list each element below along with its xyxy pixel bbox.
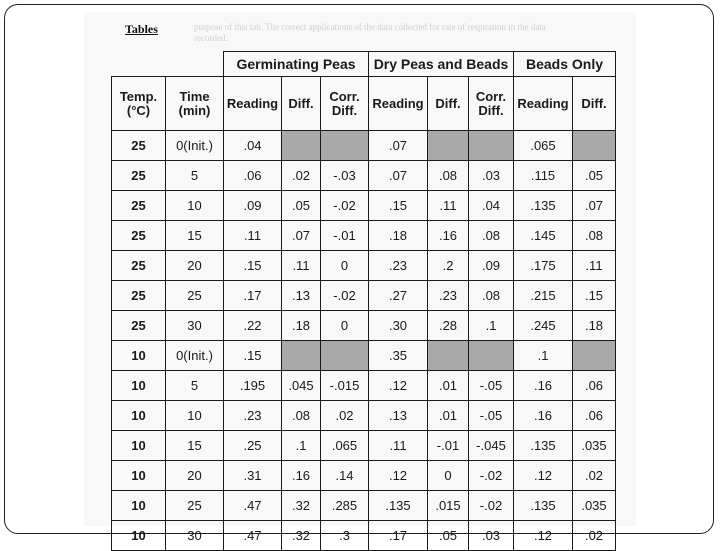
gp-reading-cell: .47 — [224, 521, 282, 551]
dp-diff-cell: .2 — [428, 251, 469, 281]
dp-reading-cell: .07 — [369, 161, 428, 191]
gp-reading-cell: .11 — [224, 221, 282, 251]
table-row — [112, 401, 616, 431]
time-cell: 15 — [166, 221, 224, 251]
gp-reading-cell: .47 — [224, 491, 282, 521]
temp-cell: 10 — [112, 401, 166, 431]
dp-diff-cell: .23 — [428, 281, 469, 311]
table-row — [112, 431, 616, 461]
dp-reading-cell: .07 — [369, 131, 428, 161]
gp-diff-cell: .16 — [282, 461, 321, 491]
group-header-row — [112, 52, 616, 77]
dp-corr-diff-cell — [469, 341, 514, 371]
temp-cell: 25 — [112, 161, 166, 191]
dp-corr-diff-cell: .09 — [469, 251, 514, 281]
table-row — [112, 311, 616, 341]
time-cell: 30 — [166, 521, 224, 551]
bo-diff-cell: .15 — [573, 281, 616, 311]
gp-diff-cell: .13 — [282, 281, 321, 311]
gp-diff-cell: .08 — [282, 401, 321, 431]
table-row — [112, 191, 616, 221]
dp-diff-cell: .16 — [428, 221, 469, 251]
temp-cell: 25 — [112, 191, 166, 221]
temp-cell: 25 — [112, 281, 166, 311]
dp-reading-cell: .12 — [369, 461, 428, 491]
group-dry-peas-and-beads: Dry Peas and Beads — [369, 52, 514, 77]
dp-corr-diff-cell: -.02 — [469, 461, 514, 491]
gp-corr-diff-cell: .285 — [321, 491, 369, 521]
dp-diff-cell: .015 — [428, 491, 469, 521]
time-cell: 10 — [166, 401, 224, 431]
bo-reading-cell: .215 — [514, 281, 573, 311]
dp-corr-diff-cell: -.05 — [469, 371, 514, 401]
bo-reading-cell: .16 — [514, 401, 573, 431]
group-beads-only: Beads Only — [514, 52, 616, 77]
gp-diff-cell: .02 — [282, 161, 321, 191]
dp-reading-cell: .18 — [369, 221, 428, 251]
gp-diff-cell: .32 — [282, 521, 321, 551]
temp-cell: 10 — [112, 461, 166, 491]
header-temp: Temp. (°C) — [112, 77, 166, 131]
time-cell: 15 — [166, 431, 224, 461]
temp-cell: 10 — [112, 341, 166, 371]
temp-cell: 25 — [112, 221, 166, 251]
dp-reading-cell: .15 — [369, 191, 428, 221]
time-cell: 0(Init.) — [166, 131, 224, 161]
header-gp-diff: Diff. — [282, 77, 321, 131]
dp-reading-cell: .27 — [369, 281, 428, 311]
bo-reading-cell: .1 — [514, 341, 573, 371]
dp-corr-diff-cell: -.05 — [469, 401, 514, 431]
bo-diff-cell — [573, 131, 616, 161]
bo-reading-cell: .115 — [514, 161, 573, 191]
gp-reading-cell: .17 — [224, 281, 282, 311]
bo-diff-cell: .08 — [573, 221, 616, 251]
dp-diff-cell: .28 — [428, 311, 469, 341]
bo-diff-cell: .02 — [573, 521, 616, 551]
header-time: Time (min) — [166, 77, 224, 131]
respiration-data-table — [111, 51, 616, 551]
faint-bleed-through-text: purpose of this lab. The correct applications of the data collected for rate of respiration in the data recorded. — [194, 22, 546, 43]
header-dp-diff: Diff. — [428, 77, 469, 131]
gp-corr-diff-cell: -.015 — [321, 371, 369, 401]
gp-corr-diff-cell: -.02 — [321, 281, 369, 311]
time-cell: 20 — [166, 251, 224, 281]
bo-reading-cell: .245 — [514, 311, 573, 341]
dp-diff-cell: .01 — [428, 371, 469, 401]
dp-reading-cell: .11 — [369, 431, 428, 461]
bo-diff-cell: .035 — [573, 431, 616, 461]
bo-diff-cell: .02 — [573, 461, 616, 491]
document-title: Tables — [125, 22, 158, 36]
gp-diff-cell — [282, 341, 321, 371]
bo-reading-cell: .12 — [514, 521, 573, 551]
table-row — [112, 341, 616, 371]
header-bo-diff: Diff. — [573, 77, 616, 131]
gp-diff-cell: .07 — [282, 221, 321, 251]
gp-reading-cell: .195 — [224, 371, 282, 401]
bo-reading-cell: .135 — [514, 491, 573, 521]
dp-reading-cell: .23 — [369, 251, 428, 281]
gp-corr-diff-cell: .065 — [321, 431, 369, 461]
header-gp-corr-diff: Corr. Diff. — [321, 77, 369, 131]
dp-diff-cell: .11 — [428, 191, 469, 221]
time-cell: 5 — [166, 371, 224, 401]
table-row — [112, 281, 616, 311]
dp-reading-cell: .13 — [369, 401, 428, 431]
dp-diff-cell — [428, 131, 469, 161]
dp-reading-cell: .30 — [369, 311, 428, 341]
dp-diff-cell: .08 — [428, 161, 469, 191]
time-cell: 10 — [166, 191, 224, 221]
time-cell: 30 — [166, 311, 224, 341]
temp-cell: 10 — [112, 431, 166, 461]
gp-diff-cell: .11 — [282, 251, 321, 281]
gp-diff-cell: .05 — [282, 191, 321, 221]
dp-corr-diff-cell: .08 — [469, 221, 514, 251]
dp-corr-diff-cell: .1 — [469, 311, 514, 341]
table-row — [112, 131, 616, 161]
gp-corr-diff-cell: .3 — [321, 521, 369, 551]
gp-reading-cell: .15 — [224, 341, 282, 371]
gp-reading-cell: .25 — [224, 431, 282, 461]
gp-reading-cell: .22 — [224, 311, 282, 341]
gp-diff-cell — [282, 131, 321, 161]
bo-diff-cell: .06 — [573, 371, 616, 401]
bo-reading-cell: .12 — [514, 461, 573, 491]
dp-corr-diff-cell: .03 — [469, 161, 514, 191]
bo-diff-cell: .06 — [573, 401, 616, 431]
bo-diff-cell: .18 — [573, 311, 616, 341]
gp-corr-diff-cell: 0 — [321, 251, 369, 281]
bo-reading-cell: .135 — [514, 431, 573, 461]
dp-reading-cell: .12 — [369, 371, 428, 401]
temp-cell: 25 — [112, 251, 166, 281]
time-cell: 25 — [166, 491, 224, 521]
gp-reading-cell: .09 — [224, 191, 282, 221]
bo-reading-cell: .145 — [514, 221, 573, 251]
dp-corr-diff-cell — [469, 131, 514, 161]
time-cell: 0(Init.) — [166, 341, 224, 371]
dp-corr-diff-cell: .03 — [469, 521, 514, 551]
dp-reading-cell: .17 — [369, 521, 428, 551]
time-cell: 5 — [166, 161, 224, 191]
temp-cell: 10 — [112, 491, 166, 521]
dp-corr-diff-cell: .08 — [469, 281, 514, 311]
temp-cell: 10 — [112, 521, 166, 551]
blank-header-cell — [112, 52, 224, 77]
table-row — [112, 251, 616, 281]
gp-corr-diff-cell: -.02 — [321, 191, 369, 221]
gp-corr-diff-cell — [321, 341, 369, 371]
bo-diff-cell: .07 — [573, 191, 616, 221]
dp-diff-cell — [428, 341, 469, 371]
bo-diff-cell: .11 — [573, 251, 616, 281]
table-row — [112, 371, 616, 401]
dp-corr-diff-cell: -.045 — [469, 431, 514, 461]
gp-diff-cell: .045 — [282, 371, 321, 401]
table-row — [112, 521, 616, 551]
bo-reading-cell: .135 — [514, 191, 573, 221]
dp-reading-cell: .135 — [369, 491, 428, 521]
header-gp-reading: Reading — [224, 77, 282, 131]
bo-diff-cell: .05 — [573, 161, 616, 191]
dp-diff-cell: 0 — [428, 461, 469, 491]
temp-cell: 10 — [112, 371, 166, 401]
gp-corr-diff-cell: .02 — [321, 401, 369, 431]
dp-diff-cell: .05 — [428, 521, 469, 551]
gp-diff-cell: .18 — [282, 311, 321, 341]
gp-reading-cell: .04 — [224, 131, 282, 161]
gp-reading-cell: .06 — [224, 161, 282, 191]
bo-diff-cell: .035 — [573, 491, 616, 521]
gp-corr-diff-cell: 0 — [321, 311, 369, 341]
bo-reading-cell: .175 — [514, 251, 573, 281]
dp-corr-diff-cell: .04 — [469, 191, 514, 221]
gp-corr-diff-cell: -.03 — [321, 161, 369, 191]
bo-reading-cell: .16 — [514, 371, 573, 401]
table-row — [112, 461, 616, 491]
gp-corr-diff-cell: .14 — [321, 461, 369, 491]
temp-cell: 25 — [112, 311, 166, 341]
gp-reading-cell: .23 — [224, 401, 282, 431]
dp-reading-cell: .35 — [369, 341, 428, 371]
header-dp-corr-diff: Corr. Diff. — [469, 77, 514, 131]
table-row — [112, 221, 616, 251]
gp-corr-diff-cell: -.01 — [321, 221, 369, 251]
gp-reading-cell: .31 — [224, 461, 282, 491]
column-header-row — [112, 77, 616, 131]
bo-diff-cell — [573, 341, 616, 371]
table-row — [112, 161, 616, 191]
bo-reading-cell: .065 — [514, 131, 573, 161]
time-cell: 25 — [166, 281, 224, 311]
time-cell: 20 — [166, 461, 224, 491]
temp-cell: 25 — [112, 131, 166, 161]
scanned-document — [84, 12, 636, 543]
gp-corr-diff-cell — [321, 131, 369, 161]
gp-diff-cell: .1 — [282, 431, 321, 461]
group-germinating-peas: Germinating Peas — [224, 52, 369, 77]
header-bo-reading: Reading — [514, 77, 573, 131]
dp-corr-diff-cell: -.02 — [469, 491, 514, 521]
dp-diff-cell: .01 — [428, 401, 469, 431]
dp-diff-cell: -.01 — [428, 431, 469, 461]
table-row — [112, 491, 616, 521]
gp-reading-cell: .15 — [224, 251, 282, 281]
header-dp-reading: Reading — [369, 77, 428, 131]
gp-diff-cell: .32 — [282, 491, 321, 521]
